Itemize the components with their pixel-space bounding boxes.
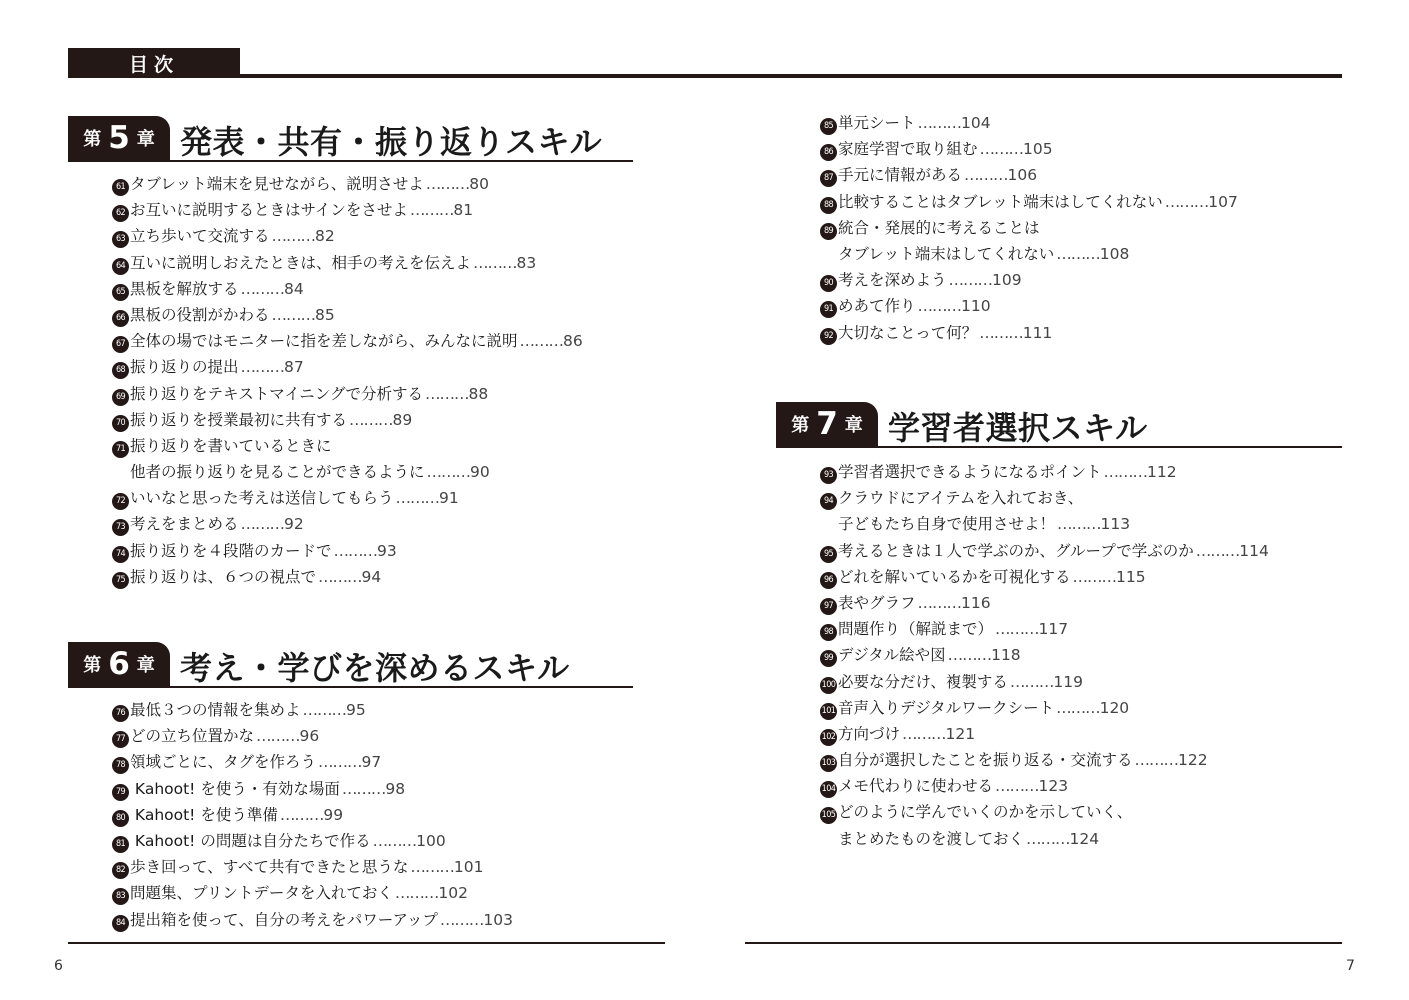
entry-number-badge: 85	[820, 118, 837, 135]
chapter-6-continued	[820, 110, 1340, 346]
entry-number-badge: 91	[820, 301, 837, 318]
chapter-suffix: 章	[136, 129, 155, 150]
toc-entry	[820, 162, 1340, 188]
toc-entry	[820, 773, 1342, 799]
entry-title: いいなと思った考えは送信してもらう	[130, 489, 394, 508]
toc-entry	[112, 354, 633, 380]
entry-page-number: 124	[1069, 829, 1100, 848]
entry-page-number: 88	[468, 384, 489, 403]
entry-title: 問題作り（解説まで）	[838, 620, 994, 639]
toc-entry	[112, 854, 633, 880]
toc-entry	[820, 695, 1342, 721]
entry-title: 黒板を解放する	[130, 279, 239, 298]
entry-title: 統合・発展的に考えることは	[838, 218, 1040, 237]
entry-number-badge: 75	[112, 572, 129, 589]
entry-title: めあて作り	[838, 297, 916, 316]
entry-page-number: 106	[1007, 166, 1038, 185]
entry-number-badge: 78	[112, 757, 129, 774]
entry-number-badge: 102	[820, 729, 837, 746]
toc-entry	[112, 723, 633, 749]
right-page-number: 7	[1346, 958, 1355, 974]
entry-title: Kahoot! を使う準備	[130, 805, 278, 824]
toc-entry	[112, 433, 633, 459]
entry-title: Kahoot! を使う・有効な場面	[130, 779, 340, 798]
toc-entry	[820, 189, 1340, 215]
entry-title: 提出箱を使って、自分の考えをパワーアップ	[130, 910, 438, 929]
entry-number-badge: 89	[820, 223, 837, 240]
leader-dots: ………	[240, 279, 285, 298]
toc-entry	[112, 381, 633, 407]
toc-entry	[112, 223, 633, 249]
entry-page-number: 99	[323, 805, 344, 824]
entry-title: クラウドにアイテムを入れておき、	[838, 489, 1084, 508]
chapter-prefix: 第	[83, 129, 102, 150]
entry-title: 単元シート	[838, 114, 916, 132]
entry-page-number: 103	[483, 910, 513, 929]
entry-title: 学習者選択できるようになるポイント	[838, 463, 1102, 481]
leader-dots: ………	[1195, 541, 1240, 560]
toc-entry	[820, 459, 1342, 485]
entry-number-badge: 74	[112, 546, 129, 563]
toc-entry	[112, 171, 633, 197]
entry-title: 家庭学習で取り組む	[838, 140, 978, 159]
toc-entry	[112, 459, 633, 485]
entry-title: 考えをまとめる	[130, 515, 239, 534]
entry-number-badge: 69	[112, 389, 129, 406]
entry-title: Kahoot! の問題は自分たちで作る	[130, 831, 371, 850]
toc-entry	[112, 276, 633, 302]
toc-entry	[820, 241, 1340, 267]
entry-page-number: 100	[416, 831, 446, 850]
footer-rule-right	[745, 942, 1342, 944]
entry-number-badge: 88	[820, 197, 837, 214]
entry-page-number: 114	[1239, 541, 1269, 560]
left-page-number: 6	[54, 958, 63, 974]
entry-page-number: 102	[438, 884, 468, 903]
toc-entry	[112, 880, 633, 906]
toc-entry	[820, 616, 1342, 642]
entry-number-badge: 65	[112, 284, 129, 301]
chapter-heading	[776, 402, 1342, 448]
entry-number-badge: 83	[112, 888, 129, 905]
entry-page-number: 90	[470, 463, 490, 482]
toc-entry	[112, 328, 633, 354]
entry-page-number: 95	[346, 701, 366, 719]
leader-dots: ………	[279, 805, 324, 824]
toc-entry	[820, 267, 1340, 293]
entry-title: どのように学んでいくのかを示していく、	[838, 803, 1133, 822]
toc-entry	[112, 907, 633, 933]
toc-entry	[112, 302, 633, 328]
footer-rule-left	[68, 942, 665, 944]
entry-number-badge: 80	[112, 810, 129, 827]
toc-entry	[820, 511, 1342, 537]
leader-dots: ………	[995, 777, 1039, 796]
toc-list	[112, 697, 633, 933]
entry-page-number: 80	[469, 175, 489, 193]
entry-page-number: 115	[1116, 567, 1146, 586]
entry-title: 子どもたち自身で使用させよ！	[838, 515, 1056, 534]
leader-dots: ………	[271, 227, 316, 246]
entry-title: 互いに説明しおえたときは、相手の考えを伝えよ	[130, 253, 472, 272]
leader-dots: ………	[318, 753, 362, 772]
entry-number-badge: 87	[820, 170, 837, 187]
entry-title: 全体の場ではモニターに指を差しながら、みんなに説明	[130, 332, 518, 351]
toc-header-tab	[68, 48, 240, 78]
entry-title: まとめたものを渡しておく	[838, 829, 1025, 848]
leader-dots: ………	[240, 358, 285, 377]
toc-entry	[820, 110, 1340, 136]
entry-title: 方向づけ	[838, 724, 901, 743]
toc-entry	[820, 669, 1342, 695]
leader-dots: ………	[394, 884, 439, 903]
entry-page-number: 94	[361, 567, 382, 586]
entry-title: 最低３つの情報を集めよ	[130, 701, 301, 719]
entry-title: どれを解いているかを可視化する	[838, 567, 1071, 586]
entry-number-badge: 104	[820, 781, 837, 798]
entry-page-number: 82	[315, 227, 335, 246]
entry-number-badge: 66	[112, 310, 129, 327]
leader-dots: ………	[979, 323, 1023, 342]
entry-page-number: 116	[961, 593, 991, 612]
entry-number-badge: 76	[112, 705, 129, 722]
entry-title: 比較することはタブレット端末はしてくれない	[838, 192, 1163, 211]
entry-number-badge: 93	[820, 467, 837, 484]
toc-entry	[820, 564, 1342, 590]
leader-dots: ………	[979, 140, 1024, 159]
entry-title: 振り返りの提出	[130, 358, 239, 377]
entry-title: 振り返りは、６つの視点で	[130, 567, 317, 586]
chapter-title: 考え・学びを深めるスキル	[180, 649, 570, 687]
entry-number-badge: 86	[820, 144, 837, 161]
toc-entry	[820, 826, 1342, 852]
entry-page-number: 111	[1022, 323, 1053, 342]
leader-dots: ………	[947, 646, 992, 665]
entry-title: 考えを深めよう	[838, 271, 947, 290]
leader-dots: ………	[519, 332, 564, 351]
leader-dots: ………	[1134, 751, 1179, 770]
leader-dots: ………	[1057, 515, 1101, 534]
entry-number-badge: 71	[112, 441, 129, 458]
toc-entry	[820, 215, 1340, 241]
toc-entry	[820, 642, 1342, 668]
toc-entry	[112, 776, 633, 802]
entry-number-badge: 79	[112, 784, 129, 801]
entry-page-number: 122	[1178, 751, 1208, 770]
toc-entry	[820, 485, 1342, 511]
toc-header-label: 目次	[128, 53, 179, 76]
entry-title: タブレット端末はしてくれない	[838, 244, 1055, 263]
entry-number-badge: 67	[112, 336, 129, 353]
leader-dots: ………	[473, 253, 517, 272]
toc-entry	[820, 747, 1342, 773]
entry-title: メモ代わりに使わせる	[838, 777, 994, 796]
entry-number-badge: 81	[112, 836, 129, 853]
entry-title: 振り返りを書いているときに	[130, 436, 332, 455]
toc-list	[112, 171, 633, 590]
toc-entry	[112, 407, 633, 433]
toc-entry	[820, 799, 1342, 825]
leader-dots: ………	[948, 271, 993, 290]
entry-number-badge: 90	[820, 275, 837, 292]
entry-number-badge: 70	[112, 415, 129, 432]
entry-title: 音声入りデジタルワークシート	[838, 698, 1055, 717]
entry-number-badge: 97	[820, 598, 837, 615]
entry-title: 歩き回って、すべて共有できたと思うな	[130, 858, 409, 877]
entry-title: 振り返りをテキストマイニングで分析する	[130, 384, 423, 403]
leader-dots: ………	[341, 779, 386, 798]
leader-dots: ………	[1056, 244, 1100, 263]
leader-dots: ………	[240, 515, 285, 534]
entry-page-number: 110	[961, 297, 991, 316]
toc-entry	[820, 721, 1342, 747]
entry-title: 黒板の役割がかわる	[130, 305, 270, 324]
toc-entry	[112, 564, 633, 590]
leader-dots: ………	[395, 489, 440, 508]
entry-page-number: 85	[315, 305, 335, 324]
entry-page-number: 98	[385, 779, 406, 798]
entry-number-badge: 103	[820, 755, 837, 772]
entry-page-number: 109	[992, 271, 1022, 290]
chapter-number: 6	[108, 645, 130, 682]
entry-page-number: 121	[945, 724, 976, 743]
chapter-7	[776, 402, 1342, 852]
entry-number-badge: 84	[112, 915, 129, 932]
entry-page-number: 118	[991, 646, 1021, 665]
entry-title: 手元に情報がある	[838, 166, 963, 185]
entry-page-number: 93	[377, 541, 397, 560]
entry-number-badge: 98	[820, 624, 837, 641]
entry-title: 振り返りを４段階のカードで	[130, 541, 332, 560]
leader-dots: ………	[1103, 463, 1148, 481]
entry-number-badge: 96	[820, 572, 837, 589]
entry-title: 表やグラフ	[838, 593, 916, 612]
entry-number-badge: 92	[820, 328, 837, 345]
entry-number-badge: 68	[112, 362, 129, 379]
leader-dots: ………	[424, 384, 469, 403]
leader-dots: ………	[917, 297, 962, 316]
toc-entry	[820, 590, 1342, 616]
entry-number-badge: 64	[112, 258, 129, 275]
leader-dots: ………	[333, 541, 378, 560]
entry-title: 問題集、プリントデータを入れておく	[130, 884, 393, 903]
toc-entry	[112, 697, 633, 723]
entry-number-badge: 100	[820, 677, 837, 694]
leader-dots: ………	[302, 701, 347, 719]
entry-title: 大切なことって何？	[838, 323, 978, 342]
chapter-badge	[68, 116, 170, 160]
entry-number-badge: 105	[820, 807, 837, 824]
entry-title: 立ち歩いて交流する	[130, 227, 270, 246]
chapter-suffix: 章	[844, 415, 863, 436]
leader-dots: ………	[1164, 192, 1209, 211]
leader-dots: ………	[318, 567, 362, 586]
chapter-6	[68, 642, 633, 933]
entry-page-number: 104	[961, 114, 991, 132]
entry-title: お互いに説明するときはサインをさせよ	[130, 201, 408, 220]
entry-page-number: 120	[1099, 698, 1130, 717]
toc-entry	[112, 511, 633, 537]
entry-page-number: 113	[1100, 515, 1131, 534]
entry-page-number: 117	[1038, 620, 1069, 639]
entry-title: 考えるときは１人で学ぶのか、グループで学ぶのか	[838, 541, 1194, 560]
entry-page-number: 97	[361, 753, 382, 772]
chapter-number: 5	[108, 119, 130, 156]
chapter-prefix: 第	[791, 415, 810, 436]
leader-dots: ………	[917, 114, 962, 132]
entry-page-number: 112	[1147, 463, 1177, 481]
toc-entry	[112, 538, 633, 564]
leader-dots: ………	[1009, 672, 1054, 691]
chapter-title: 発表・共有・振り返りスキル	[180, 123, 603, 161]
entry-page-number: 96	[299, 727, 320, 746]
leader-dots: ………	[349, 410, 393, 429]
chapter-badge	[776, 402, 878, 446]
toc-list	[820, 110, 1340, 346]
leader-dots: ………	[271, 305, 316, 324]
entry-title: 振り返りを授業最初に共有する	[130, 410, 348, 429]
entry-number-badge: 95	[820, 546, 837, 563]
header-rule	[240, 74, 1342, 78]
entry-page-number: 123	[1038, 777, 1069, 796]
toc-entry	[112, 250, 633, 276]
entry-page-number: 107	[1208, 192, 1238, 211]
entry-number-badge: 63	[112, 231, 129, 248]
entry-page-number: 108	[1099, 244, 1130, 263]
entry-page-number: 81	[453, 201, 474, 220]
leader-dots: ………	[1072, 567, 1117, 586]
chapter-heading	[68, 642, 633, 688]
leader-dots: ………	[917, 593, 962, 612]
entry-number-badge: 77	[112, 731, 129, 748]
leader-dots: ………	[409, 201, 454, 220]
entry-page-number: 83	[516, 253, 537, 272]
toc-entry	[820, 136, 1340, 162]
entry-page-number: 89	[392, 410, 413, 429]
entry-number-badge: 101	[820, 703, 837, 720]
entry-number-badge: 61	[112, 179, 129, 196]
toc-entry	[820, 293, 1340, 319]
toc-entry	[112, 749, 633, 775]
entry-title: 必要な分だけ、複製する	[838, 672, 1008, 691]
leader-dots: ………	[902, 724, 946, 743]
leader-dots: ………	[1056, 698, 1100, 717]
entry-title: 他者の振り返りを見ることができるように	[130, 463, 425, 482]
entry-number-badge: 82	[112, 862, 129, 879]
entry-title: タブレット端末を見せながら、説明させよ	[130, 175, 424, 193]
entry-title: 自分が選択したことを振り返る・交流する	[838, 751, 1133, 770]
entry-page-number: 87	[284, 358, 304, 377]
entry-title: どの立ち位置かな	[130, 727, 255, 746]
leader-dots: ………	[425, 175, 470, 193]
leader-dots: ………	[964, 166, 1008, 185]
chapter-prefix: 第	[83, 655, 102, 676]
entry-page-number: 119	[1053, 672, 1083, 691]
leader-dots: ………	[439, 910, 484, 929]
entry-number-badge: 73	[112, 519, 129, 536]
chapter-suffix: 章	[136, 655, 155, 676]
toc-entry	[112, 828, 633, 854]
toc-entry	[820, 320, 1340, 346]
entry-number-badge: 72	[112, 493, 129, 510]
entry-page-number: 101	[453, 858, 484, 877]
chapter-5	[68, 116, 633, 590]
leader-dots: ………	[372, 831, 417, 850]
leader-dots: ………	[426, 463, 471, 482]
toc-list	[820, 459, 1342, 852]
toc-entry	[112, 802, 633, 828]
chapter-heading	[68, 116, 633, 162]
toc-entry	[112, 197, 633, 223]
entry-page-number: 86	[563, 332, 583, 351]
leader-dots: ………	[256, 727, 300, 746]
chapter-title: 学習者選択スキル	[888, 409, 1148, 447]
entry-number-badge: 62	[112, 205, 129, 222]
entry-number-badge: 94	[820, 493, 837, 510]
chapter-badge	[68, 642, 170, 686]
entry-page-number: 84	[284, 279, 304, 298]
leader-dots: ………	[1026, 829, 1070, 848]
entry-number-badge: 99	[820, 650, 837, 667]
entry-page-number: 105	[1023, 140, 1053, 159]
entry-page-number: 92	[284, 515, 304, 534]
entry-title: デジタル絵や図	[838, 646, 946, 665]
chapter-number: 7	[816, 405, 838, 442]
toc-entry	[112, 485, 633, 511]
entry-title: 領域ごとに、タグを作ろう	[130, 753, 317, 772]
leader-dots: ………	[410, 858, 454, 877]
toc-entry	[820, 538, 1342, 564]
leader-dots: ………	[995, 620, 1039, 639]
entry-page-number: 91	[439, 489, 459, 508]
